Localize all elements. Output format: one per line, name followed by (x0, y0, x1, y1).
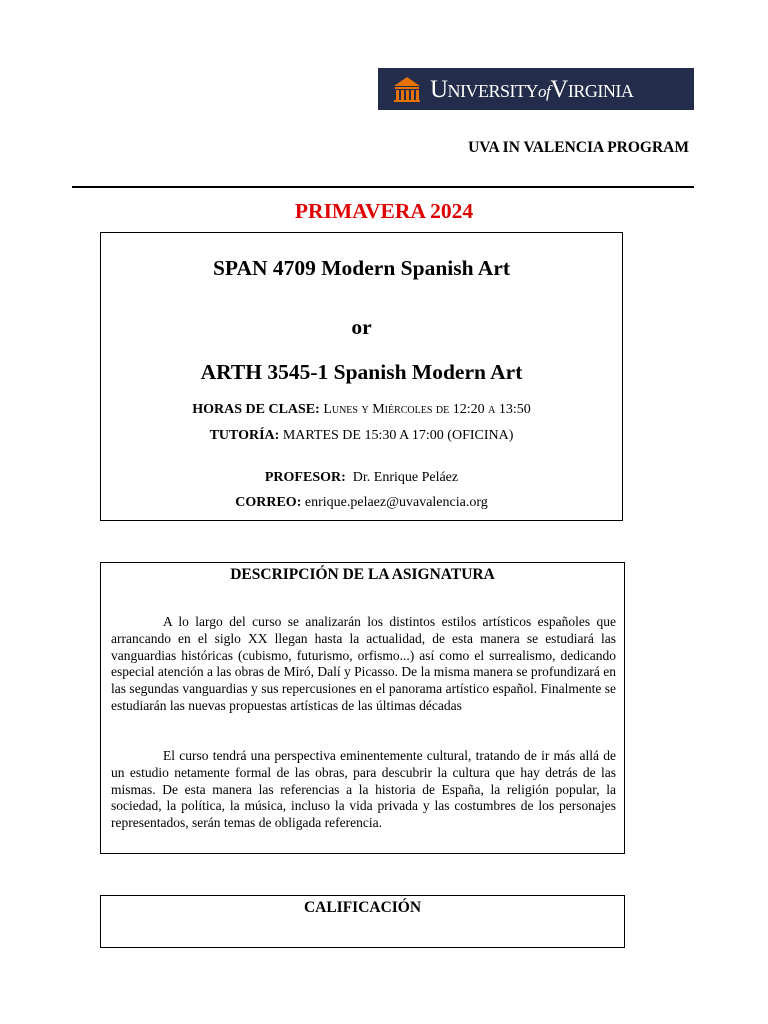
course-title-span: SPAN 4709 Modern Spanish Art (212, 256, 511, 280)
tutoring-label: TUTORÍA: (209, 428, 280, 443)
email (101, 495, 622, 511)
grading-box (100, 895, 625, 948)
description-box (100, 562, 625, 854)
grading-title: CALIFICACIÓN (303, 899, 422, 916)
email-label: CORREO: (235, 495, 302, 510)
professor (101, 470, 622, 486)
class-hours-label: HORAS DE CLASE: (192, 402, 320, 417)
header-divider (72, 186, 694, 188)
description-paragraph-1: A lo largo del curso se analizarán los distintos estilos artísticos españoles que arrancando en el siglo XX llegan hasta la actualidad, de esta manera se estudiará las vanguardias históricas (cubismo, futurismo, orfismo...) así como el surrealismo, dedicando especial atención a las obras de Miró, Dalí y Picasso. De la misma manera se profundizará en las segundas vanguardias y sus repercusiones en el panorama artístico español. Finalmente se estudiarán las nuevas propuestas artísticas de las últimas décadas (111, 614, 616, 713)
class-hours (101, 402, 622, 418)
university-logo (378, 68, 694, 110)
term-title: PRIMAVERA 2024 (294, 199, 474, 223)
description-title: DESCRIPCIÓN DE LA ASIGNATURA (230, 566, 495, 583)
professor-name: Dr. Enrique Peláez (352, 470, 459, 485)
professor-label: PROFESOR: (264, 470, 346, 485)
tutoring-hours (101, 428, 622, 444)
wordmark-of: of (538, 82, 551, 101)
class-hours-value: Lunes y Miércoles de 12:20 a 13:50 (323, 402, 531, 417)
description-paragraph-2: El curso tendrá una perspectiva eminentemente cultural, tratando de ir más allá de un estudio netamente formal de las obras, para descubrir la cultura que hay detrás de las mismas. De esta manera las referencias a la historia de España, la religión popular, la sociedad, la política, la música, incluso la vida privada y las costumbres de los personajes representados, serán temas de obligada referencia. (111, 748, 616, 831)
rotunda-icon (392, 75, 422, 103)
university-wordmark (430, 76, 633, 106)
wordmark-part-2: Virginia (550, 76, 634, 103)
course-or: or (351, 315, 372, 339)
program-name: UVA IN VALENCIA PROGRAM (468, 139, 689, 156)
course-title-arth: ARTH 3545-1 Spanish Modern Art (200, 360, 523, 384)
course-info-box (100, 232, 623, 521)
wordmark-part-1: University (430, 76, 539, 103)
email-address[interactable]: enrique.pelaez@uvavalencia.org (304, 495, 488, 510)
tutoring-value: MARTES DE 15:30 A 17:00 (OFICINA) (282, 428, 514, 443)
